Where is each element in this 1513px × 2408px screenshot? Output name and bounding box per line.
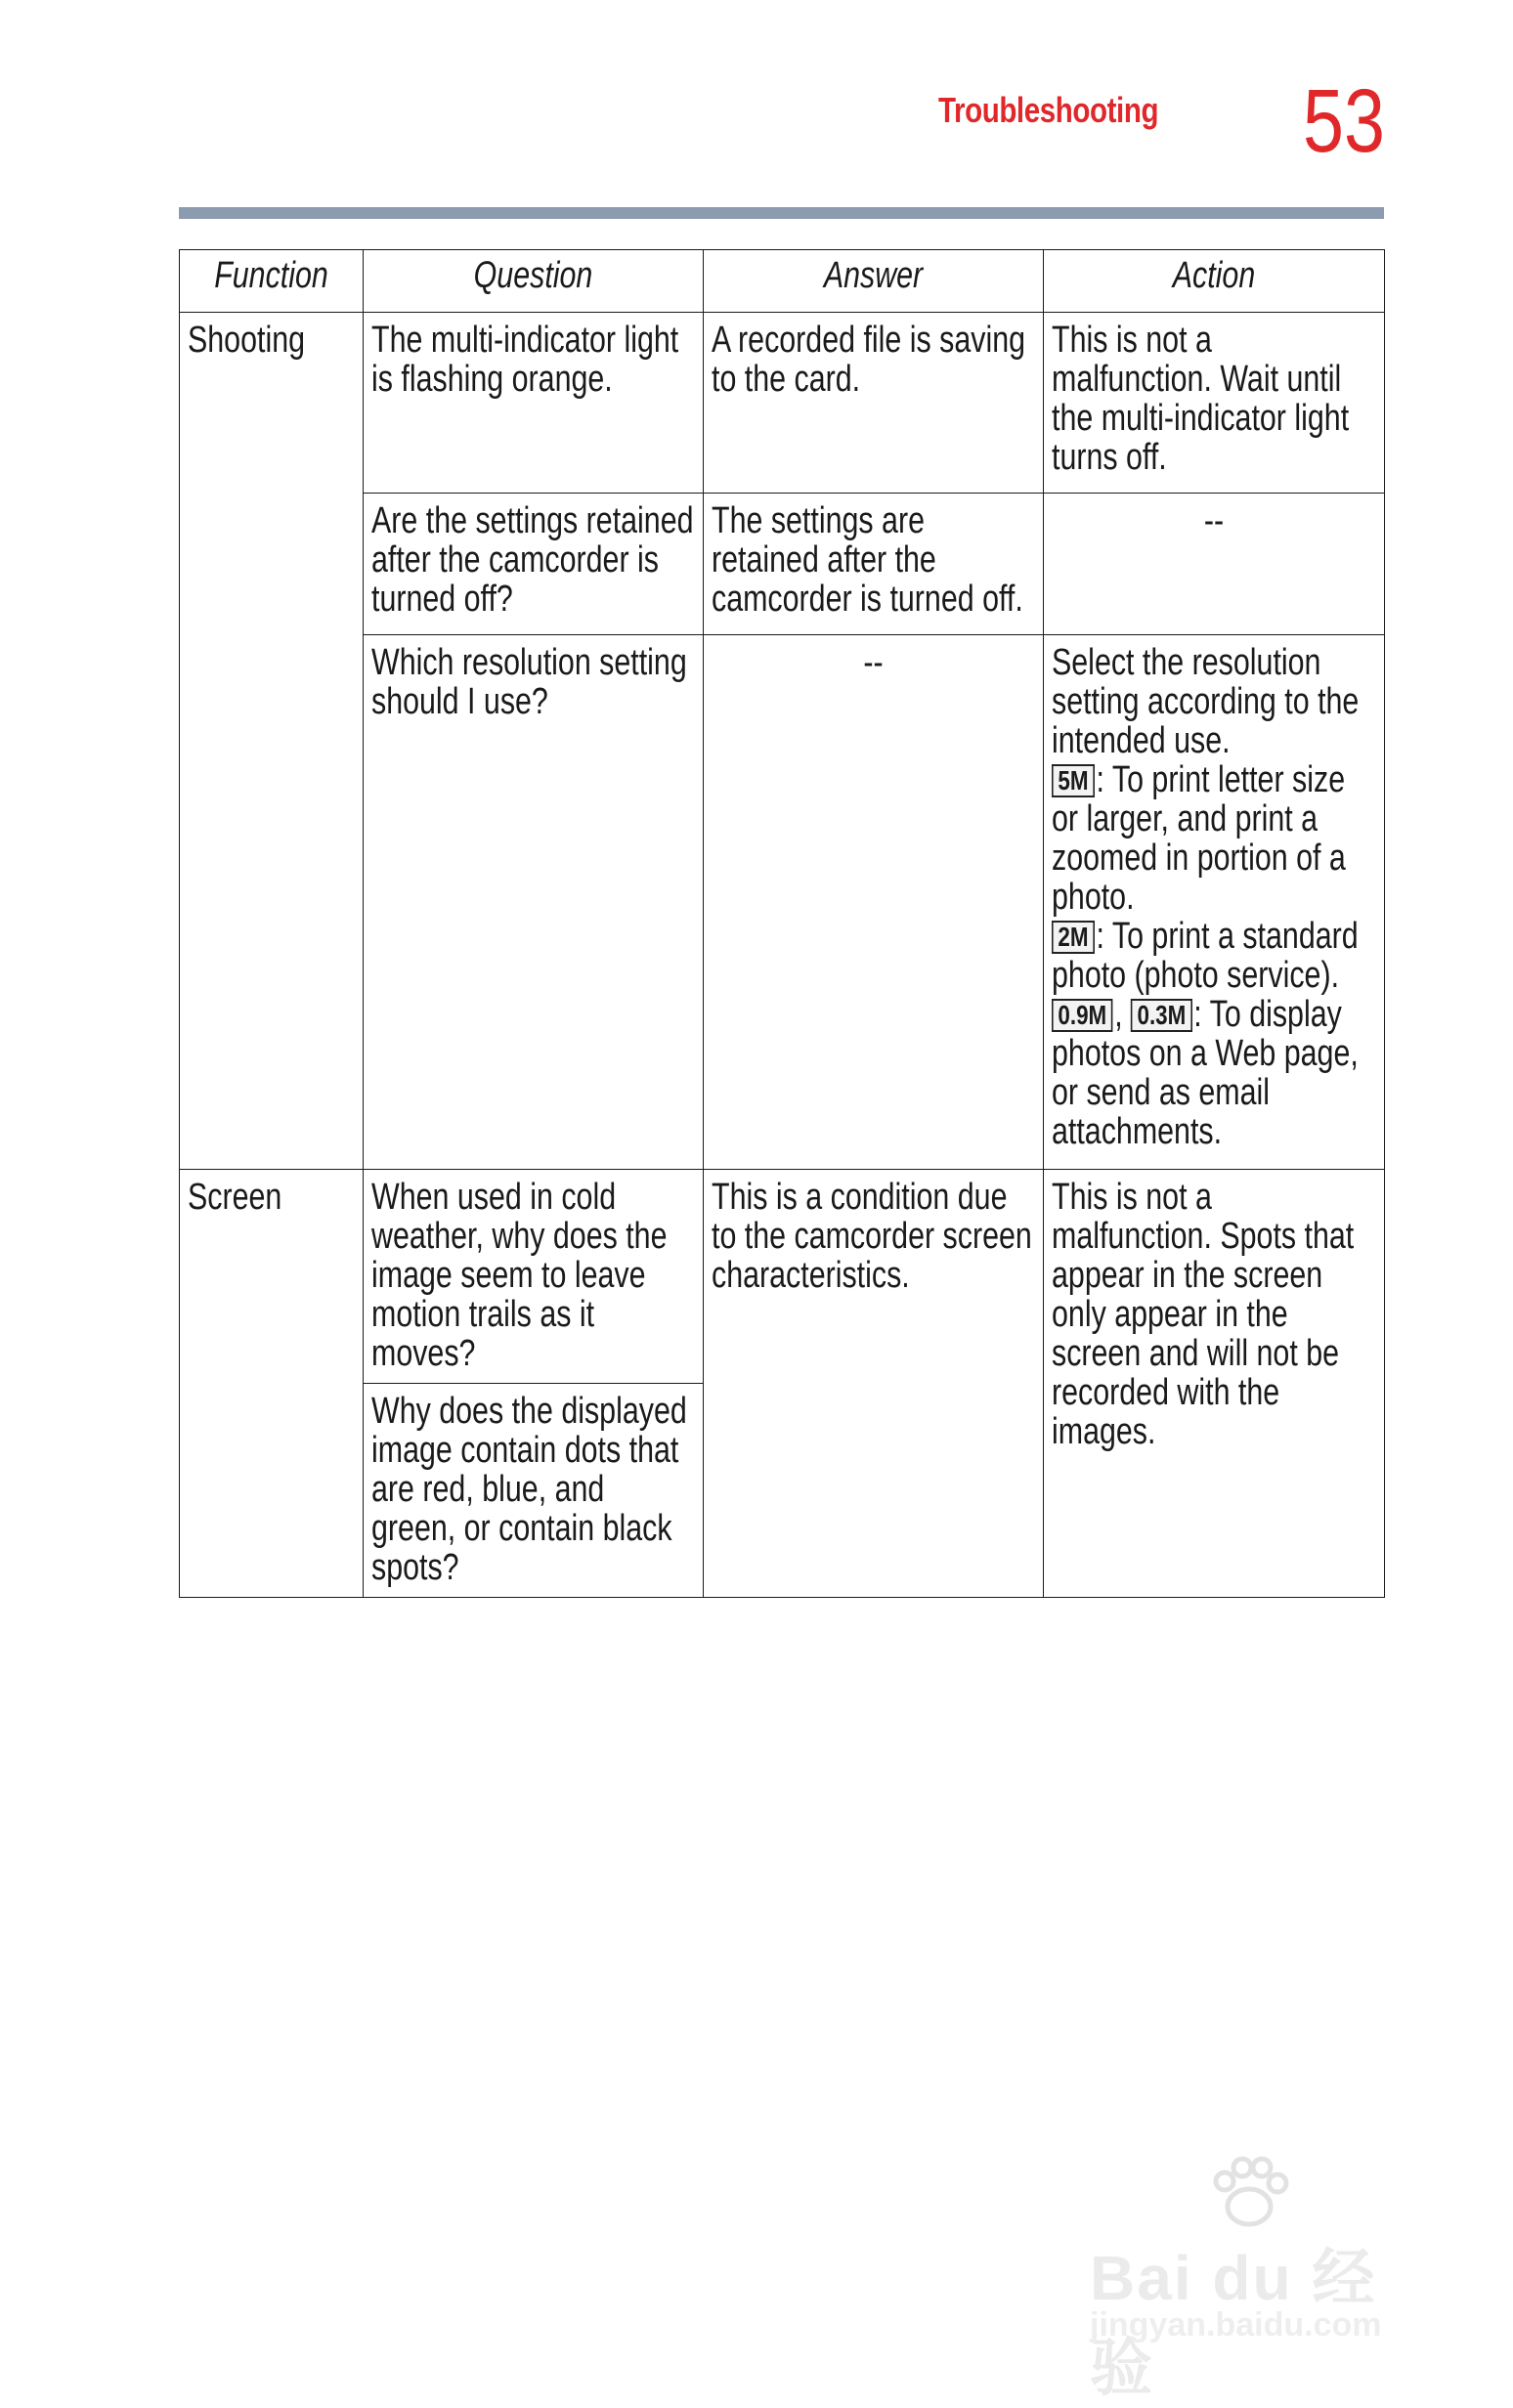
function-cell-shooting: Shooting [180, 313, 364, 1170]
resolution-item-web: 0.9M , 0.3M : To display photos on a Web page, or send as email attachments. [1052, 994, 1359, 1152]
action-cell [1044, 635, 1385, 1170]
action-cell: This is not a malfunction. Wait until the multi-indicator light turns off. [1044, 313, 1385, 494]
table-header-row [180, 250, 1385, 313]
resolution-0-3m-icon: 0.3M [1131, 999, 1192, 1032]
table-row [180, 313, 1385, 494]
question-cell: When used in cold weather, why does the image seem to leave motion trails as it moves? [364, 1170, 704, 1384]
action-cell-shared: This is not a malfunction. Spots that appear in the screen only appear in the screen and will not be recorded with the images. [1044, 1170, 1385, 1598]
troubleshooting-table [179, 249, 1385, 1598]
question-cell: Which resolution setting should I use? [364, 635, 704, 1170]
header-rule [179, 207, 1384, 219]
function-cell-screen: Screen [180, 1170, 364, 1598]
answer-cell: -- [704, 635, 1044, 1170]
question-cell: Are the settings retained after the camcorder is turned off? [364, 494, 704, 635]
page-number: 53 [1303, 71, 1385, 171]
baidu-watermark [1090, 2150, 1422, 2403]
answer-cell: The settings are retained after the camcorder is turned off. [704, 494, 1044, 635]
column-header-action: Action [1044, 250, 1385, 313]
resolution-0-9m-icon: 0.9M [1052, 999, 1113, 1032]
question-cell: The multi-indicator light is flashing orange. [364, 313, 704, 494]
answer-cell: A recorded file is saving to the card. [704, 313, 1044, 494]
question-cell: Why does the displayed image contain dots that are red, blue, and green, or contain black spots? [364, 1384, 704, 1598]
column-header-function: Function [180, 250, 364, 313]
paw-icon [1205, 2150, 1293, 2238]
resolution-5m-icon: 5M [1052, 764, 1095, 797]
resolution-item-5m: 5M : To print letter size or larger, and print a zoomed in portion of a photo. [1052, 759, 1346, 918]
resolution-item-2m: 2M : To print a standard photo (photo service). [1052, 916, 1359, 996]
watermark-url: jingyan.baidu.com [1090, 2306, 1382, 2344]
column-header-question: Question [364, 250, 704, 313]
table-row [180, 1170, 1385, 1384]
resolution-intro: Select the resolution setting according to the intended use. [1052, 642, 1360, 761]
watermark-brand: Bai du 经验 [1090, 2243, 1377, 2403]
section-title: Troubleshooting [938, 90, 1159, 130]
resolution-2m-icon: 2M [1052, 921, 1095, 954]
column-header-answer: Answer [704, 250, 1044, 313]
answer-cell-shared: This is a condition due to the camcorder screen characteristics. [704, 1170, 1044, 1598]
action-cell: -- [1044, 494, 1385, 635]
